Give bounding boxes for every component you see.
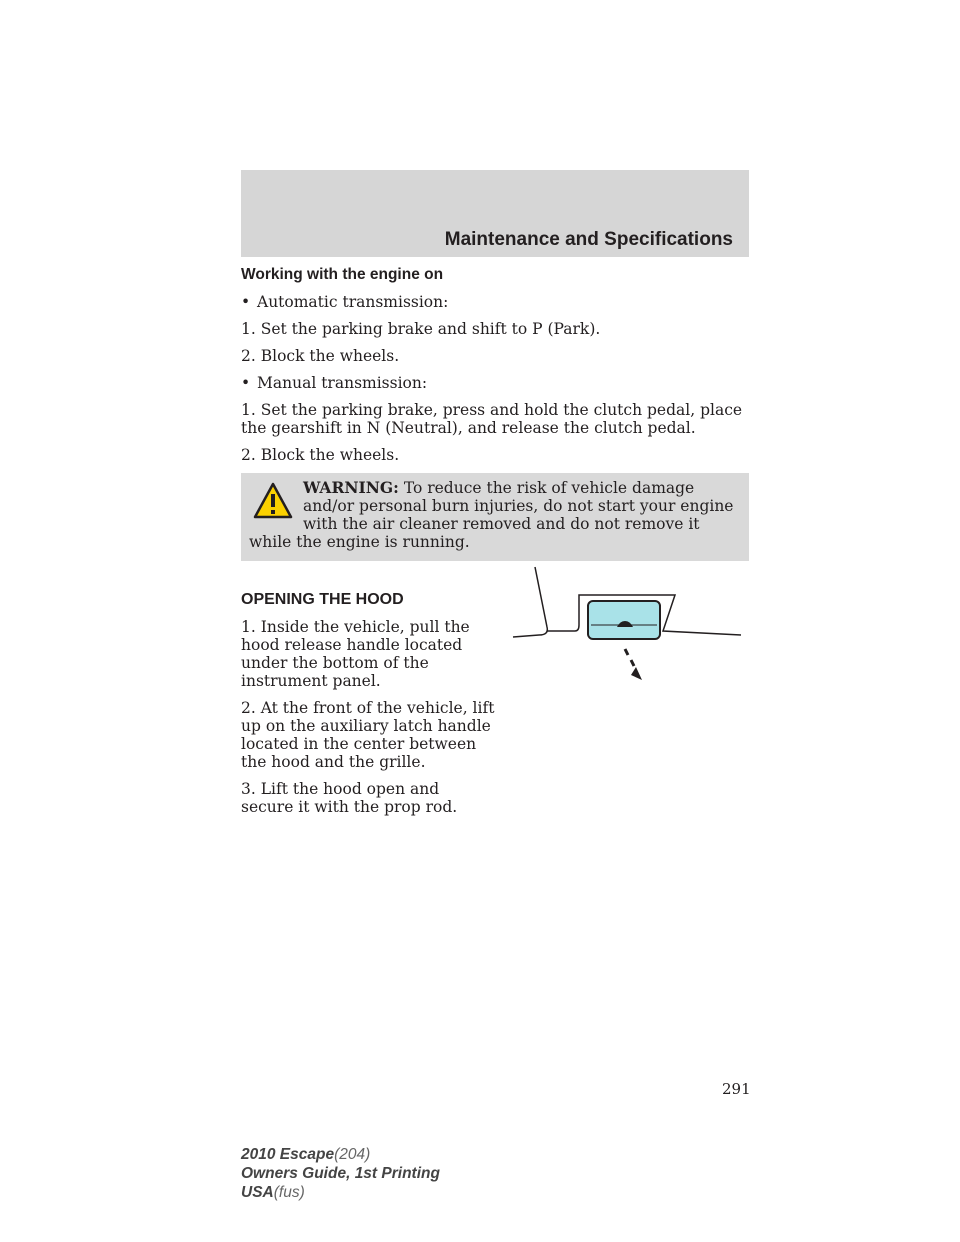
engine-on-heading: Working with the engine on	[241, 266, 444, 283]
warning-text: To reduce the risk of vehicle damage and/or personal burn injuries, do not start your engine with the air cleaner removed and do not remove it while the engine is running.	[249, 479, 734, 551]
bullet-icon: •	[241, 293, 251, 311]
section-header-band	[241, 170, 749, 257]
section-title: Maintenance and Specifications	[444, 229, 733, 250]
warning-label: WARNING:	[303, 478, 399, 497]
automatic-transmission-label: Automatic transmission:	[257, 293, 449, 311]
automatic-transmission-item	[241, 293, 749, 311]
page-number: 291	[722, 1080, 751, 1098]
opening-hood-heading: OPENING THE HOOD	[241, 591, 404, 608]
hood-step-2: 2. At the front of the vehicle, lift up on the auxiliary latch handle located in the center between the hood and the grille.	[241, 699, 495, 771]
page-content	[241, 266, 749, 825]
footer-model-code: (204)	[334, 1146, 371, 1163]
print-footer	[241, 1145, 440, 1202]
footer-guide: Owners Guide, 1st Printing	[241, 1165, 440, 1182]
bullet-icon: •	[241, 374, 251, 392]
manual-step-2: 2. Block the wheels.	[241, 446, 400, 464]
automatic-step-1: 1. Set the parking brake and shift to P (Park).	[241, 320, 601, 338]
hood-step-1: 1. Inside the vehicle, pull the hood release handle located under the bottom of the instrument panel.	[241, 618, 470, 690]
footer-model: 2010 Escape	[241, 1146, 335, 1163]
manual-transmission-label: Manual transmission:	[257, 374, 428, 392]
manual-step-1: 1. Set the parking brake, press and hold the clutch pedal, place the gearshift in N (Neutral), and release the clutch pedal.	[241, 401, 743, 437]
warning-box	[241, 473, 749, 561]
hood-steps	[241, 618, 496, 816]
warning-triangle-icon	[253, 481, 293, 521]
automatic-step-2: 2. Block the wheels.	[241, 347, 400, 365]
manual-transmission-item	[241, 374, 749, 392]
footer-market: USA	[241, 1184, 274, 1201]
footer-market-code: (fus)	[273, 1184, 305, 1201]
hood-step-3: 3. Lift the hood open and secure it with the prop rod.	[241, 780, 458, 816]
hood-release-illustration	[505, 565, 745, 685]
